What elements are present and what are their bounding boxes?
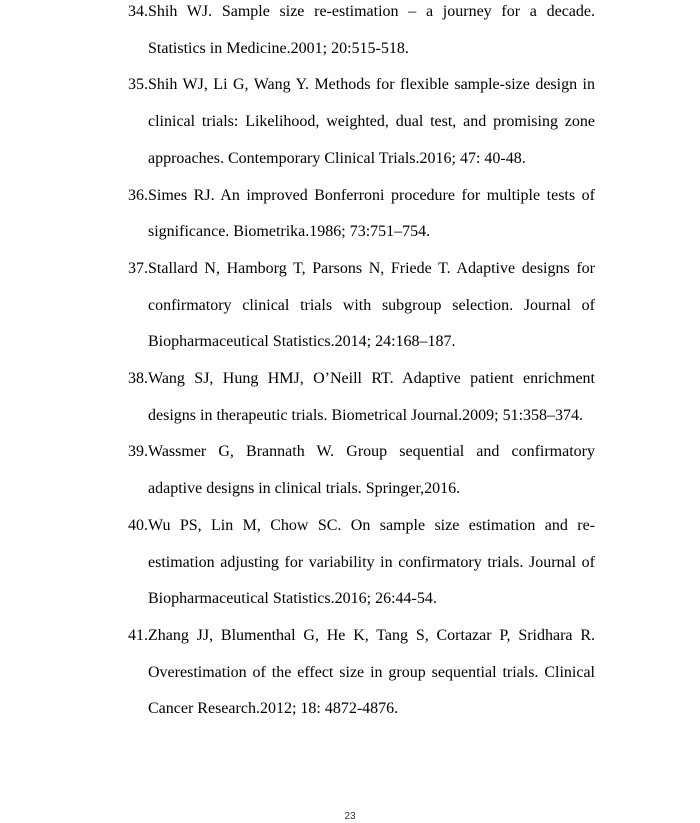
reference-number: 36. — [128, 186, 148, 204]
reference-text: Wang SJ, Hung HMJ, O’Neill RT. Adaptive patient enrichment designs in therapeutic trials. Biometrical Journal.2009; 51:358–374. — [148, 370, 595, 424]
reference-number: 37. — [128, 259, 148, 277]
reference-item — [128, 361, 595, 434]
reference-text: Shih WJ. Sample size re-estimation – a journey for a decade. Statistics in Medicine.2001; 20:515-518. — [148, 3, 595, 57]
reference-text: Wassmer G, Brannath W. Group sequential and confirmatory adaptive designs in clinical trials. Springer,2016. — [148, 443, 595, 498]
reference-item — [128, 251, 595, 361]
reference-text: Zhang JJ, Blumenthal G, He K, Tang S, Cortazar P, Sridhara R. Overestimation of the effect size in group sequential trials. Clinical Cancer Research.2012; 18: 4872-4876. — [148, 626, 595, 718]
reference-list — [128, 0, 595, 728]
reference-number: 41. — [128, 626, 148, 644]
reference-number: 39. — [128, 443, 148, 461]
reference-text: Wu PS, Lin M, Chow SC. On sample size estimation and re-estimation adjusting for variability in confirmatory trials. Journal of Biopharmaceutical Statistics.2016; 26:44-54. — [148, 516, 595, 608]
reference-item — [128, 508, 595, 618]
reference-item — [128, 0, 595, 67]
reference-text: Stallard N, Hamborg T, Parsons N, Friede T. Adaptive designs for confirmatory clinical trials with subgroup selection. Journal of Biopharmaceutical Statistics.2014; 24:168–187. — [148, 259, 595, 351]
reference-text: Shih WJ, Li G, Wang Y. Methods for flexible sample-size design in clinical trials: Likelihood, weighted, dual test, and promising zone approaches. Contemporary Clinical Trials.2016; 47: 40-48. — [148, 76, 595, 167]
reference-number: 38. — [128, 370, 148, 388]
reference-number: 40. — [128, 516, 148, 534]
page-number: 23 — [344, 811, 356, 822]
reference-text: Simes RJ. An improved Bonferroni procedure for multiple tests of significance. Biometrika.1986; 73:751–754. — [148, 186, 595, 241]
reference-number: 35. — [128, 76, 148, 94]
reference-item — [128, 178, 595, 251]
reference-item — [128, 67, 595, 177]
reference-item — [128, 434, 595, 507]
reference-number: 34. — [128, 3, 148, 20]
reference-item — [128, 618, 595, 728]
